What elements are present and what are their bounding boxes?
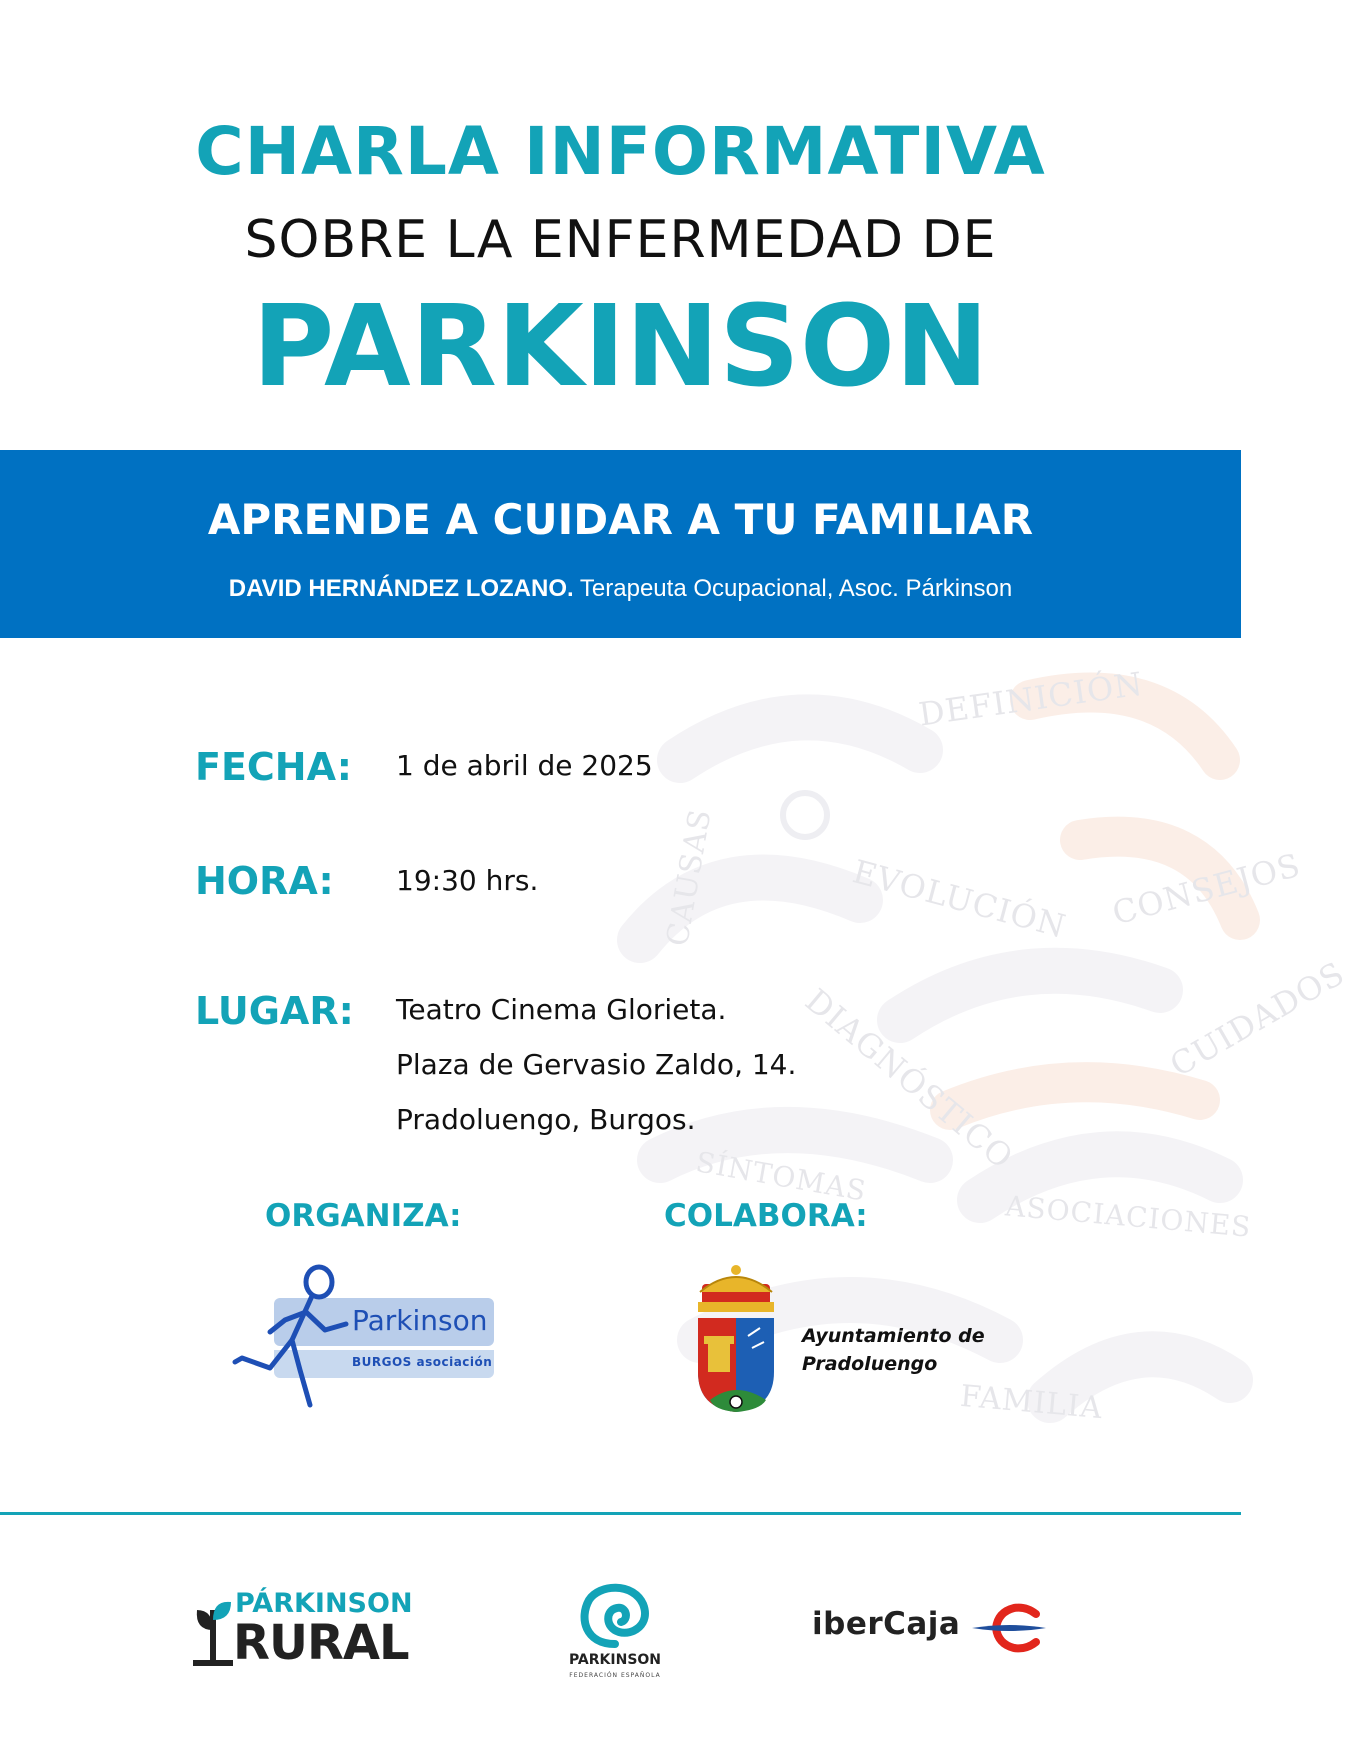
hora-value: 19:30 hrs. bbox=[396, 864, 539, 897]
ayuntamiento-line-1: Ayuntamiento de bbox=[802, 1325, 985, 1347]
federacion-name: PARKINSON bbox=[568, 1652, 662, 1668]
ibercaja-text: iberCaja bbox=[812, 1606, 961, 1642]
watermark-word: CUIDADOS bbox=[1163, 953, 1351, 1085]
ibercaja-logo bbox=[812, 1604, 1052, 1654]
lugar-line-1: Teatro Cinema Glorieta. bbox=[396, 993, 727, 1026]
speaker-role: Terapeuta Ocupacional, Asoc. Párkinson bbox=[573, 575, 1013, 602]
title-parkinson: PARKINSON bbox=[252, 282, 989, 412]
speaker-name: DAVID HERNÁNDEZ LOZANO. bbox=[228, 575, 574, 602]
ayuntamiento-text bbox=[802, 1322, 985, 1378]
hora-label: HORA: bbox=[195, 859, 334, 903]
footer-divider bbox=[0, 1512, 1241, 1515]
spiral-icon bbox=[575, 1574, 655, 1650]
watermark-word: DEFINICIÓN bbox=[916, 664, 1146, 734]
parkinson-rural-bottom: RURAL bbox=[233, 1615, 409, 1671]
colabora-heading: COLABORA: bbox=[664, 1198, 868, 1234]
parkinson-logo-text: Parkinson bbox=[352, 1304, 488, 1337]
banner-title: APRENDE A CUIDAR A TU FAMILIAR bbox=[207, 495, 1034, 544]
watermark-word: FAMILIA bbox=[958, 1378, 1105, 1427]
burgos-asociacion-text: BURGOS asociación bbox=[352, 1355, 493, 1369]
fecha-label: FECHA: bbox=[195, 745, 352, 789]
pradoluengo-coat-of-arms-icon bbox=[690, 1262, 782, 1414]
watermark-word: CONSEJOS bbox=[1108, 845, 1305, 933]
federacion-parkinson-logo bbox=[555, 1570, 675, 1690]
watermark-word: EVOLUCIÓN bbox=[848, 852, 1071, 946]
title-sobre-la-enfermedad: SOBRE LA ENFERMEDAD DE bbox=[244, 210, 997, 270]
watermark-word: ASOCIACIONES bbox=[1004, 1189, 1253, 1244]
federacion-subtitle: FEDERACIÓN ESPAÑOLA bbox=[569, 1672, 661, 1679]
parkinson-rural-logo bbox=[193, 1588, 433, 1671]
ayuntamiento-line-2: Pradoluengo bbox=[802, 1353, 938, 1375]
organiza-heading: ORGANIZA: bbox=[265, 1198, 462, 1234]
fecha-value: 1 de abril de 2025 bbox=[396, 749, 653, 782]
title-charla-informativa: CHARLA INFORMATIVA bbox=[195, 113, 1046, 190]
sprout-icon bbox=[193, 1590, 235, 1666]
watermark-word: CAUSAS bbox=[660, 806, 719, 949]
watermark-word: DIAGNÓSTICO bbox=[798, 981, 1021, 1177]
parkinson-burgos-logo bbox=[230, 1260, 500, 1410]
watermark-word: SÍNTOMAS bbox=[693, 1145, 870, 1208]
lugar-line-3: Pradoluengo, Burgos. bbox=[396, 1103, 696, 1136]
parkinson-rural-top: PÁRKINSON bbox=[235, 1588, 413, 1619]
runner-icon bbox=[230, 1260, 370, 1410]
speaker-line bbox=[0, 572, 1241, 606]
lugar-line-2: Plaza de Gervasio Zaldo, 14. bbox=[396, 1048, 797, 1081]
ibercaja-symbol-icon bbox=[970, 1604, 1050, 1652]
lugar-label: LUGAR: bbox=[195, 989, 354, 1033]
